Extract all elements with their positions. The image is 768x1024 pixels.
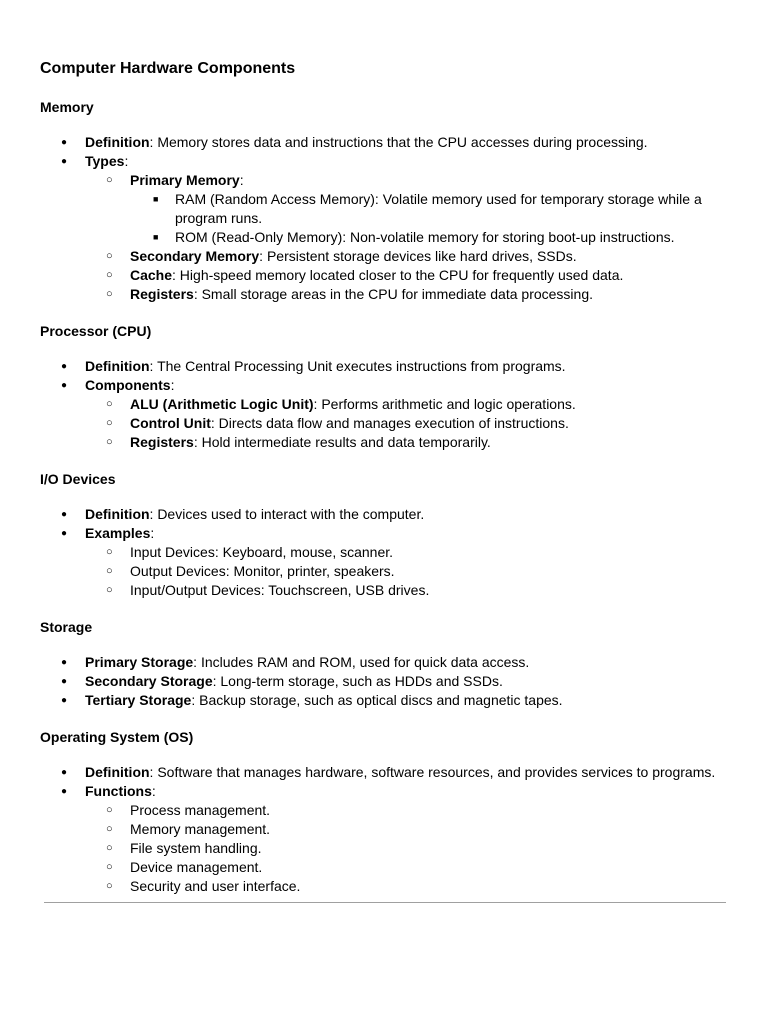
- list-item: ○ Security and user interface.: [85, 877, 728, 896]
- list-item: [85, 395, 728, 414]
- term: Definition: [85, 506, 150, 522]
- list-item: [85, 285, 728, 304]
- list-item: ○ Device management.: [85, 858, 728, 877]
- description: :: [239, 172, 244, 188]
- memory-list: [40, 133, 728, 304]
- section-heading-processor: Processor (CPU): [40, 323, 152, 339]
- section-heading-storage: Storage: [40, 619, 93, 635]
- storage-list: [40, 653, 728, 710]
- processor-list: [40, 357, 728, 452]
- list-item: [85, 266, 728, 285]
- term: Registers: [130, 434, 194, 450]
- description: : Directs data flow and manages execution of instructions.: [210, 415, 569, 431]
- term: Definition: [85, 358, 150, 374]
- list-item: ○ Input/Output Devices: Touchscreen, USB drives.: [85, 581, 728, 600]
- list-item: [40, 763, 728, 782]
- term: Control Unit: [130, 415, 211, 431]
- list-item: [85, 414, 728, 433]
- io-examples-list: [85, 543, 728, 600]
- description: :: [170, 377, 175, 393]
- list-item: [85, 171, 728, 247]
- term: Primary Memory: [130, 172, 240, 188]
- description: : High-speed memory located closer to the CPU for frequently used data.: [172, 267, 624, 283]
- term: Secondary Memory: [130, 248, 260, 264]
- list-item: [40, 653, 728, 672]
- list-item: [40, 357, 728, 376]
- document-title: Computer Hardware Components: [40, 60, 296, 77]
- term: Cache: [130, 267, 173, 283]
- description: : Persistent storage devices like hard drives, SSDs.: [259, 248, 577, 264]
- description: : Hold intermediate results and data temporarily.: [193, 434, 491, 450]
- list-item: [40, 152, 728, 304]
- description: :: [151, 783, 156, 799]
- description: : Backup storage, such as optical discs and magnetic tapes.: [191, 692, 563, 708]
- term: Examples: [85, 525, 151, 541]
- description: : Small storage areas in the CPU for immediate data processing.: [193, 286, 593, 302]
- primary-memory-list: [130, 190, 728, 247]
- list-item: ■ ROM (Read-Only Memory): Non-volatile memory for storing boot-up instructions.: [130, 228, 728, 247]
- list-item: ○ Memory management.: [85, 820, 728, 839]
- list-item: [85, 433, 728, 452]
- list-item: ○ File system handling.: [85, 839, 728, 858]
- list-item: ○ Input Devices: Keyboard, mouse, scanner.: [85, 543, 728, 562]
- term: Primary Storage: [85, 654, 194, 670]
- term: Functions: [85, 783, 152, 799]
- list-item: [40, 524, 728, 600]
- list-item: [40, 672, 728, 691]
- list-item: ○ Output Devices: Monitor, printer, speakers.: [85, 562, 728, 581]
- description: : Devices used to interact with the computer.: [149, 506, 425, 522]
- description: : Includes RAM and ROM, used for quick data access.: [193, 654, 530, 670]
- term: Types: [85, 153, 125, 169]
- description: : Memory stores data and instructions that the CPU accesses during processing.: [149, 134, 648, 150]
- list-item: ○ Process management.: [85, 801, 728, 820]
- io-list: [40, 505, 728, 600]
- horizontal-divider: [44, 902, 726, 903]
- description: : Software that manages hardware, software resources, and provides services to programs.: [149, 764, 716, 780]
- list-item: [40, 505, 728, 524]
- term: Definition: [85, 764, 150, 780]
- os-list: [40, 763, 728, 896]
- processor-components-list: [85, 395, 728, 452]
- description: : Performs arithmetic and logic operations.: [313, 396, 576, 412]
- term: Secondary Storage: [85, 673, 213, 689]
- description: :: [124, 153, 129, 169]
- list-item: ■ RAM (Random Access Memory): Volatile memory used for temporary storage while a program runs.: [130, 190, 728, 228]
- os-functions-list: [85, 801, 728, 896]
- list-item: [40, 376, 728, 452]
- list-item: [85, 247, 728, 266]
- section-heading-memory: Memory: [40, 99, 94, 115]
- description: : Long-term storage, such as HDDs and SSDs.: [212, 673, 503, 689]
- description: : The Central Processing Unit executes instructions from programs.: [149, 358, 566, 374]
- term: Tertiary Storage: [85, 692, 192, 708]
- memory-types-list: [85, 171, 728, 304]
- term: ALU (Arithmetic Logic Unit): [130, 396, 314, 412]
- list-item: [40, 133, 728, 152]
- section-heading-os: Operating System (OS): [40, 729, 194, 745]
- description: :: [150, 525, 155, 541]
- list-item: [40, 691, 728, 710]
- term: Components: [85, 377, 171, 393]
- list-item: [40, 782, 728, 896]
- term: Registers: [130, 286, 194, 302]
- section-heading-io: I/O Devices: [40, 471, 116, 487]
- term: Definition: [85, 134, 150, 150]
